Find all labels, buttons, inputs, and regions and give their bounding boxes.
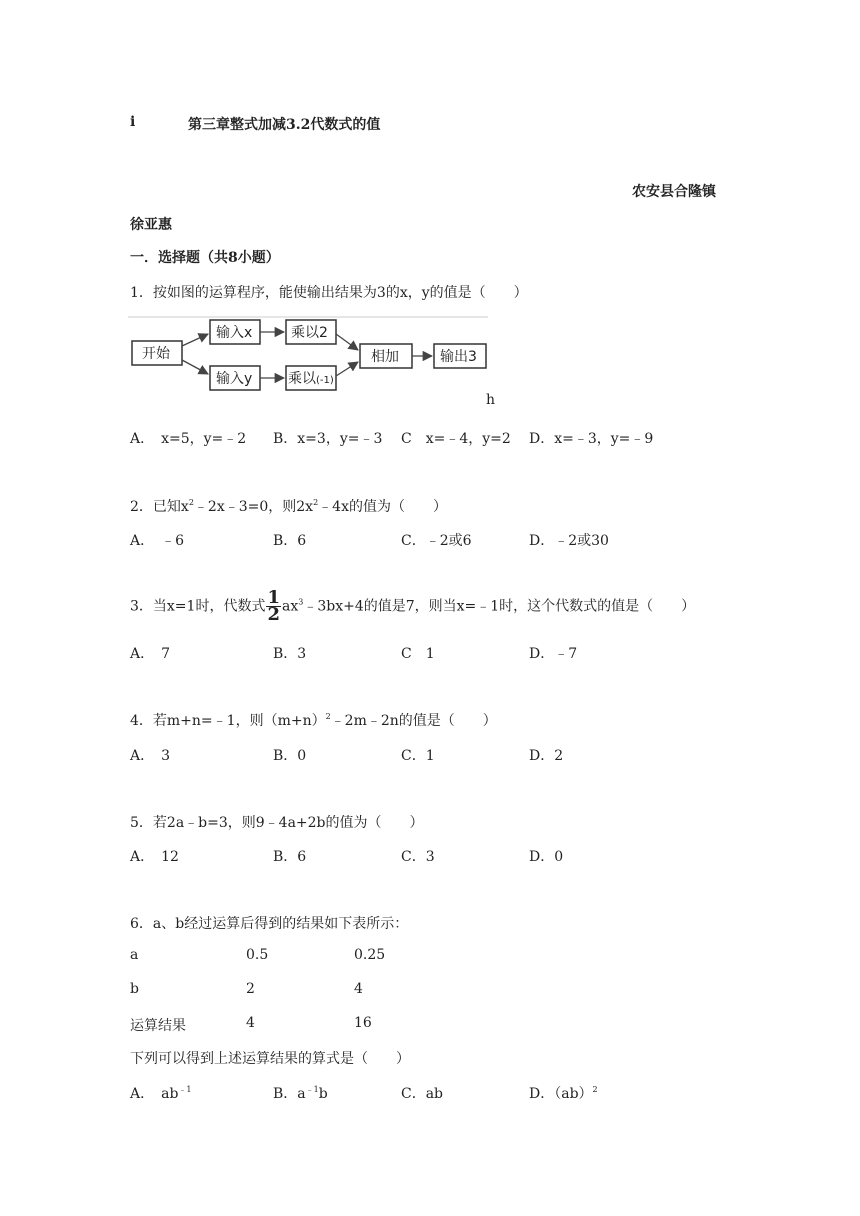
q2-stem-c: ﹣4x的值为（ ） xyxy=(318,499,447,515)
q3-sup: 3 xyxy=(298,597,304,607)
q4-stem-a: 4．若m+n=﹣1，则（m+n） xyxy=(130,713,326,729)
arrow-mulneg1-to-add xyxy=(336,362,358,376)
q2-option-c: C．﹣2或6 xyxy=(401,533,472,549)
question-1-stem: 1．按如图的运算程序，能使输出结果为3的x，y的值是（ ） xyxy=(130,285,528,301)
question-5-stem: 5．若2a﹣b=3，则9﹣4a+2b的值为（ ） xyxy=(130,815,424,831)
multiply-neg1-sub: (-1) xyxy=(316,375,334,386)
q2-stem-b: ﹣2x﹣3=0，则2x xyxy=(193,499,314,515)
q5-option-b: B．6 xyxy=(273,849,307,865)
q4-stem-b: ﹣2m﹣2n的值是（ ） xyxy=(330,713,497,729)
q3-fraction xyxy=(266,587,281,625)
q6-option-d xyxy=(529,1083,598,1103)
q4-option-d: D．2 xyxy=(529,748,564,764)
location-label: 农安县合隆镇 xyxy=(632,184,716,200)
q6-opt-d-main: D．（ab） xyxy=(529,1086,593,1102)
multiply-neg1-main: 乘以 xyxy=(288,371,316,387)
author-label: 徐亚惠 xyxy=(130,217,172,233)
q3-stem-a: 3．当x=1时，代数式 xyxy=(130,598,266,615)
input-x-text: 输入x xyxy=(216,325,253,341)
q2-option-a: A． ﹣6 xyxy=(130,533,185,549)
q6-cell-r2c2: 16 xyxy=(354,1015,372,1031)
q5-option-d: D．0 xyxy=(529,849,564,865)
q2-stem-a: 2．已知x xyxy=(130,499,189,515)
q6-opt-b-sup: ﹣1 xyxy=(305,1085,319,1094)
q4-option-b: B．0 xyxy=(273,748,307,764)
page-title: 第三章整式加减3.2代数式的值 xyxy=(188,117,381,133)
q3-fraction-denominator: 2 xyxy=(267,604,280,625)
section-title: 一．选择题（共8小题） xyxy=(130,250,280,266)
q3-fraction-numerator: 1 xyxy=(267,587,280,608)
q3-stem-c: ﹣3bx+4的值是7，则当x=﹣1时，这个代数式的值是（ ） xyxy=(303,598,696,615)
q6-cell-r2c0: 运算结果 xyxy=(130,1018,186,1034)
q6-question: 下列可以得到上述运算结果的算式是（ ） xyxy=(130,1051,410,1067)
q6-option-b xyxy=(273,1083,328,1103)
q6-cell-r1c0: b xyxy=(130,981,139,997)
q6-cell-r1c2: 4 xyxy=(354,981,363,997)
input-y-text: 输入y xyxy=(216,371,253,387)
q6-opt-a-main: A． ab xyxy=(130,1086,179,1102)
q4-option-a: A． 3 xyxy=(130,748,171,764)
header-marker: i xyxy=(130,114,136,130)
arrow-start-to-x xyxy=(182,334,208,346)
q6-cell-r0c2: 0.25 xyxy=(354,947,386,963)
q6-cell-r0c1: 0.5 xyxy=(246,947,269,963)
q3-option-d: D．﹣7 xyxy=(529,646,578,662)
q6-opt-d-sup: 2 xyxy=(592,1085,598,1094)
stray-mark: h xyxy=(486,392,496,408)
question-6-stem: 6．a、b经过运算后得到的结果如下表所示： xyxy=(130,916,409,932)
q3-option-a: A． 7 xyxy=(130,646,171,662)
q6-option-c: C．ab xyxy=(401,1086,444,1102)
q1-option-d: D．x=﹣3，y=﹣9 xyxy=(529,431,654,447)
q1-option-a: A． x=5，y=﹣2 xyxy=(130,431,247,447)
q6-opt-b-tail: b xyxy=(318,1086,328,1102)
q2-option-d: D．﹣2或30 xyxy=(529,533,609,549)
q3-stem-b: ax xyxy=(281,598,299,615)
q5-option-c: C．3 xyxy=(401,849,435,865)
flowchart-diagram xyxy=(128,314,488,396)
q5-option-a: A． 12 xyxy=(130,849,179,865)
q6-cell-r0c0: a xyxy=(130,947,139,963)
q2-sup-1: 2 xyxy=(188,498,194,507)
q3-option-b: B．3 xyxy=(273,646,307,662)
q2-option-b: B．6 xyxy=(273,533,307,549)
q3-option-c: C 1 xyxy=(401,646,435,662)
q4-option-c: C．1 xyxy=(401,748,435,764)
question-4-stem xyxy=(130,710,497,730)
q2-sup-2: 2 xyxy=(313,498,319,507)
q1-option-b: B．x=3，y=﹣3 xyxy=(273,431,383,447)
q6-opt-b-main: B．a xyxy=(273,1086,306,1102)
output-text: 输出3 xyxy=(440,349,477,365)
q6-cell-r2c1: 4 xyxy=(246,1015,255,1031)
arrow-start-to-y xyxy=(182,360,208,374)
q6-cell-r1c1: 2 xyxy=(246,981,255,997)
arrow-mul2-to-add xyxy=(336,334,358,350)
q6-option-a xyxy=(130,1083,192,1103)
multiply-2-text: 乘以2 xyxy=(291,325,328,341)
question-3-stem xyxy=(130,587,696,625)
q6-opt-a-sup: ﹣1 xyxy=(178,1085,192,1094)
add-text: 相加 xyxy=(371,349,399,365)
start-text: 开始 xyxy=(142,346,170,362)
q4-sup: 2 xyxy=(325,712,331,721)
question-2-stem xyxy=(130,496,447,516)
q1-option-c: C x=﹣4，y=2 xyxy=(401,431,511,447)
